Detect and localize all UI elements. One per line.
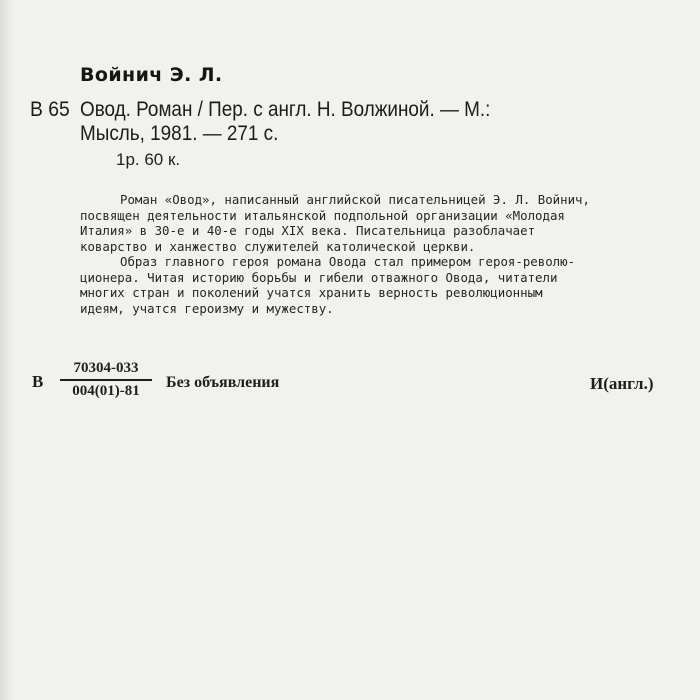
annotation-line: Образ главного героя романа Овода стал примером героя-револю- xyxy=(120,254,576,269)
author-cipher: В 65 xyxy=(30,98,70,121)
annotation-line: идеям, учатся героизму и мужеству. xyxy=(80,300,334,316)
announcement-note: Без объявления xyxy=(166,374,280,391)
annotation-line: посвящен деятельности итальянской подпольной организации «Молодая xyxy=(80,207,565,223)
annotation-line: Роман «Овод», написанный английской писательницей Э. Л. Войнич, xyxy=(120,192,590,207)
fraction-denominator: 004(01)-81 xyxy=(72,383,140,399)
annotation-line: Италия» в 30-е и 40-е годы XIX века. Писательница разоблачает xyxy=(80,223,536,238)
bbk-letter: В xyxy=(32,372,44,391)
annotation-line: ционера. Читая историю борьбы и гибели отважного Овода, читатели xyxy=(80,269,558,285)
fraction-numerator: 70304-033 xyxy=(73,360,139,376)
annotation xyxy=(80,192,690,316)
price: 1р. 60 к. xyxy=(116,150,181,169)
annotation-line: многих стран и поколений учатся хранить верность революционным xyxy=(80,285,543,300)
annotation-line: коварство и ханжество служителей католической церкви. xyxy=(80,238,476,254)
classification-fraction xyxy=(58,360,154,400)
author-name: Войнич Э. Л. xyxy=(80,64,223,86)
language-index: И(англ.) xyxy=(590,374,654,393)
bibliographic-line-2: Мысль, 1981. — 271 с. xyxy=(80,122,279,145)
page-edge-shadow xyxy=(0,0,14,700)
bibliographic-line-1: Овод. Роман / Пер. с англ. Н. Волжиной. — М.: xyxy=(80,98,491,121)
